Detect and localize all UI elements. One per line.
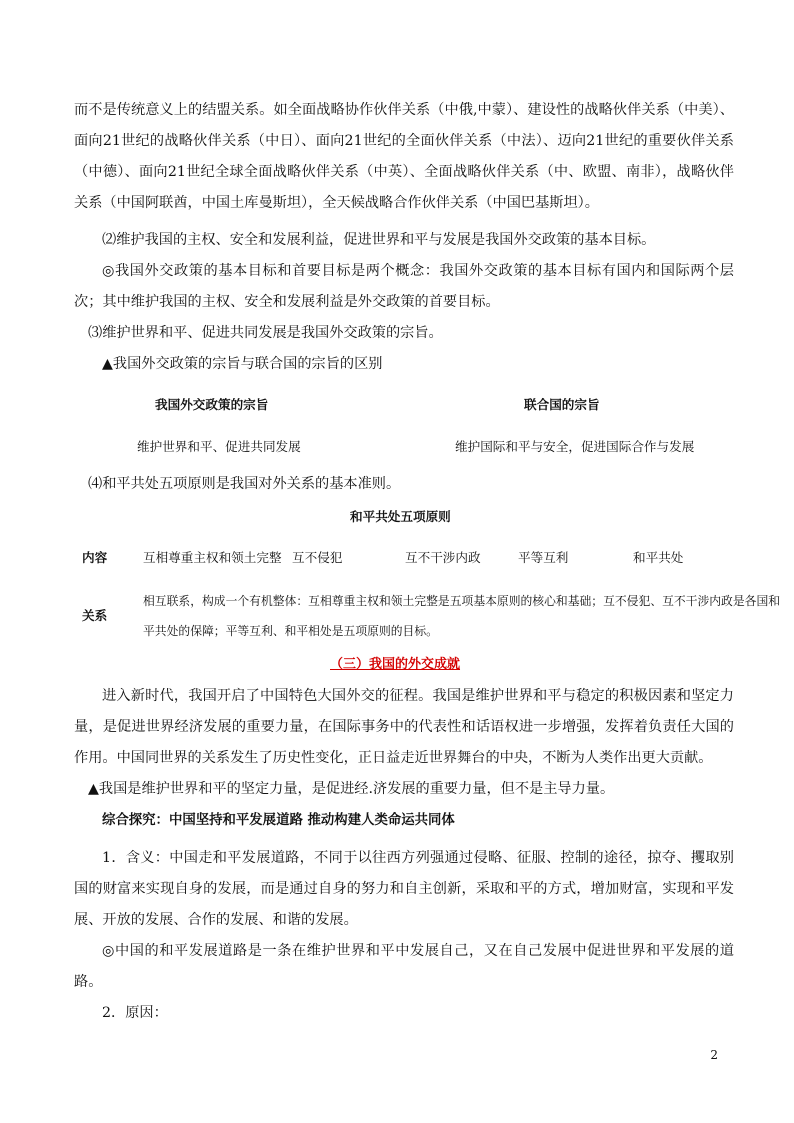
compare-heading: ▲我国外交政策的宗旨与联合国的宗旨的区别 (102, 356, 383, 372)
content-label: 内容 (82, 550, 108, 565)
principles-title: 和平共处五项原则 (350, 509, 451, 524)
relation-line-1: 相互联系，构成一个有机整体：互相尊重主权和领土完整是五项基本原则的核心和基础；互不侵犯、互不干涉内政是各国和 (143, 594, 781, 608)
reason-label: 2．原因： (102, 1005, 168, 1021)
note-force: ▲我国是维护世界和平的坚定力量，是促进经.济发展的重要力量，但不是主导力量。 (88, 781, 615, 797)
relation-label: 关系 (82, 608, 108, 623)
principle-item: 和平共处 (633, 550, 684, 565)
principle-item: 互不侵犯 (292, 550, 343, 565)
section-title-achievements: （三）我国的外交成就 (330, 657, 461, 672)
compare-right-header: 联合国的宗旨 (524, 397, 600, 412)
note-goals: ◎我国外交政策的基本目标和首要目标是两个概念：我国外交政策的基本目标有国内和国际两个层次；其中维护我国的主权、安全和发展利益是外交政策的首要目标。 (74, 263, 734, 310)
page-number: 2 (710, 1048, 718, 1062)
achievements-paragraph: 进入新时代，我国开启了中国特色大国外交的征程。我国是维护世界和平与稳定的积极因素和坚定力量，是促进世界经济发展的重要力量，在国际事务中的代表性和话语权进一步增强，发挥着负责任大国的作用。中国同世界的关系发生了历史性变化，正日益走近世界舞台的中央，不断为人类作出更大贡献。 (74, 688, 734, 766)
relation-line-2: 平共处的保障；平等互利、和平相处是五项原则的目标。 (143, 624, 438, 638)
point-2-basic-goal: ⑵维护我国的主权、安全和发展利益，促进世界和平与发展是我国外交政策的基本目标。 (102, 232, 656, 248)
meaning-paragraph: 1．含义：中国走和平发展道路，不同于以往西方列强通过侵略、征服、控制的途径，掠夺、攫取别国的财富来实现自身的发展，而是通过自身的努力和自主创新，采取和平的方式，增加财富，实现和平发展、开放的发展、合作的发展、和谐的发展。 (74, 850, 734, 928)
compare-right-value: 维护国际和平与安全，促进国际合作与发展 (455, 439, 695, 454)
explore-heading: 综合探究：中国坚持和平发展道路 推动构建人类命运共同体 (102, 813, 455, 828)
principle-item: 平等互利 (518, 550, 569, 565)
principle-item: 互相尊重主权和领土完整 (143, 550, 282, 565)
point-4-principles: ⑷和平共处五项原则是我国对外关系的基本准则。 (88, 476, 401, 492)
compare-left-value: 维护世界和平、促进共同发展 (137, 439, 301, 454)
principle-item: 互不干涉内政 (405, 550, 481, 565)
point-3-purpose: ⑶维护世界和平、促进共同发展是我国外交政策的宗旨。 (88, 325, 443, 341)
intro-paragraph: 而不是传统意义上的结盟关系。如全面战略协作伙伴关系（中俄,中蒙）、建设性的战略伙伴关系（中美）、面向21世纪的战略伙伴关系（中日）、面向21世纪的全面伙伴关系（中法）、迈向21世纪的重要伙伴关系（中德）、面向21世纪全球全面战略伙伴关系（中英）、全面战略伙伴关系（中、欧盟、南非），战略伙伴关系（中国阿联酋，中国土库曼斯坦），全天候战略合作伙伴关系（中国巴基斯坦）。 (74, 102, 734, 211)
note-path: ◎中国的和平发展道路是一条在维护世界和平中发展自己，又在自己发展中促进世界和平发展的道路。 (74, 943, 734, 990)
compare-left-header: 我国外交政策的宗旨 (155, 397, 269, 412)
